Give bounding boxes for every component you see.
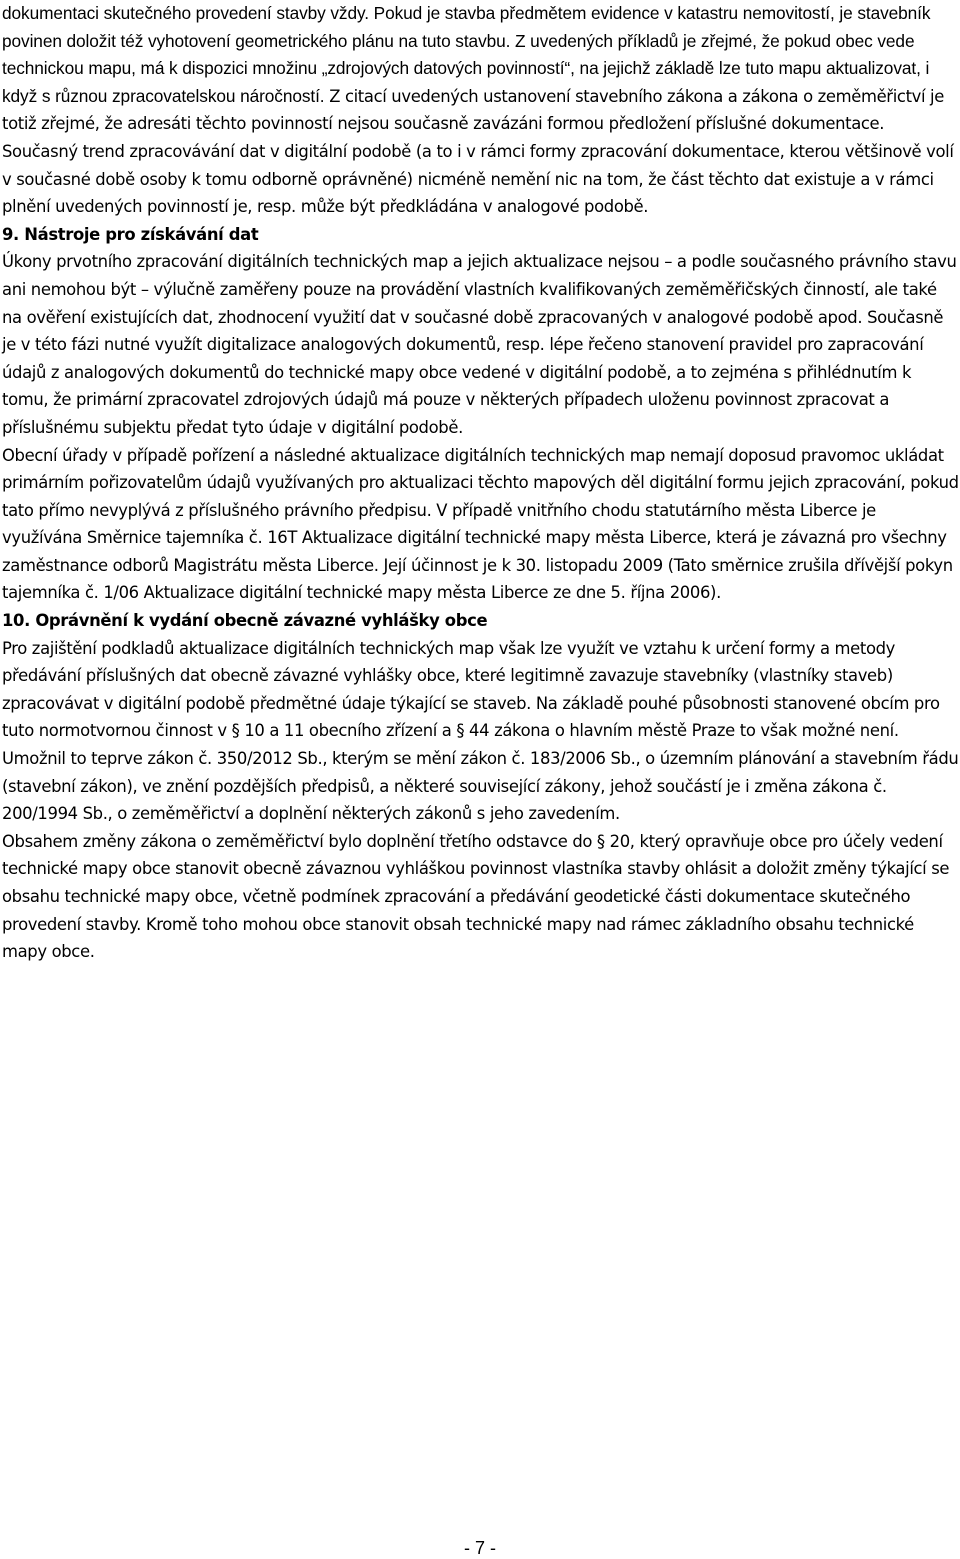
page-number: - 7 - — [463, 1538, 496, 1558]
intro-paragraph — [2, 0, 960, 221]
section-9-heading: 9. Nástroje pro získávání dat — [2, 224, 259, 244]
intro-sans-text: dokumentaci skutečného provedení stavby vždy. Pokud je stavba předmětem evidence v katastru nemovitostí, je stavebník povinen doložit též vyhotovení geometrického plánu na tuto stavbu. Z uvedených příkladů je zřejmé, že pokud obec vede technickou mapu, má k dispozici množinu „zdrojových datových povinností“, na jejichž základě lze tuto mapu aktualizovat, i když s různou zpracovatelskou náročností. — [2, 3, 931, 106]
section-9-paragraph-1: Úkony prvotního zpracování digitálních technických map a jejich aktualizace nejsou – a podle současného právního stavu ani nemohou být – výlučně zaměřeny pouze na provádění vlastních kvalifikovaných zeměměřičských činností, ale také na ověření existujících dat, zhodnocení využití dat v současné době zpracovaných v analogové podobě apod. Současně je v této fázi nutné využít digitalizace analogových dokumentů, resp. lépe řečeno stanovení pravidel pro zapracování údajů z analogových dokumentů do technické mapy obce vedené v digitální podobě, a to zejména s přihlédnutím k tomu, že primární zpracovatel zdrojových údajů má pouze v některých případech uloženu povinnost zpracovat a příslušnému subjektu předat tyto údaje v digitální podobě. — [2, 252, 957, 437]
section-10-paragraph-2: Obsahem změny zákona o zeměměřictví bylo doplnění třetího odstavce do § 20, který opravňuje obce pro účely vedení technické mapy obce stanovit obecně závaznou vyhláškou povinnost vlastníka stavby ohlásit a doložit změny týkající se obsahu technické mapy obce, včetně podmínek zpracování a předávání geodetické části dokumentace skutečného provedení stavby. Kromě toho mohou obce stanovit obsah technické mapy nad rámec základního obsahu technické mapy obce. — [2, 831, 950, 962]
section-10-paragraph-1: Pro zajištění podkladů aktualizace digitálních technických map však lze využít ve vztahu k určení formy a metody předávání příslušných dat obecně závazné vyhlášky obce, které legitimně zavazuje stavebníky (vlastníky staveb) zpracovávat v digitální podobě předmětné údaje týkající se staveb. Na základě pouhé působnosti stanovené obcím pro tuto normotvornou činnost v § 10 a 11 obecního zřízení a § 44 zákona o hlavním městě Praze to však možné není. Umožnil to teprve zákon č. 350/2012 Sb., kterým se mění zákon č. 183/2006 Sb., o územním plánování a stavebním řádu (stavební zákon), ve znění pozdějších předpisů, a některé související zákony, jehož součástí je i změna zákona č. 200/1994 Sb., o zeměměřictví a doplnění některých zákonů s jeho zavedením. — [2, 638, 959, 824]
intro-continued-text: Z citací uvedených ustanovení stavebního zákona a zákona o zeměměřictví je totiž zřejmé, že adresáti těchto povinností nejsou současně zavázáni formou předložení příslušné dokumentace. Současný trend zpracovávání dat v digitální podobě (a to i v rámci formy zpracování dokumentace, kterou většinově volí v současné době osoby k tomu odborně oprávněné) nicméně nemění nic na tom, že část těchto dat existuje a v rámci plnění uvedených povinností je, resp. může být předkládána v analogové podobě. — [2, 86, 954, 217]
section-9-paragraph-2: Obecní úřady v případě pořízení a následné aktualizace digitálních technických map nemají doposud pravomoc ukládat primárním pořizovatelům údajů využívaných pro aktualizaci těchto mapových děl digitální formu jejich zpracování, pokud tato přímo nevyplývá z příslušného právního předpisu. V případě vnitřního chodu statutárního města Liberce je využívána Směrnice tajemníka č. 16T Aktualizace digitální technické mapy města Liberce, která je závazná pro všechny zaměstnance odborů Magistrátu města Liberce. Její účinnost je k 30. listopadu 2009 (Tato směrnice zrušila dřívější pokyn tajemníka č. 1/06 Aktualizace digitální technické mapy města Liberce ze dne 5. října 2006). — [2, 445, 959, 603]
section-10-heading: 10. Oprávnění k vydání obecně závazné vyhlášky obce — [2, 611, 488, 631]
page-footer — [0, 1537, 960, 1559]
